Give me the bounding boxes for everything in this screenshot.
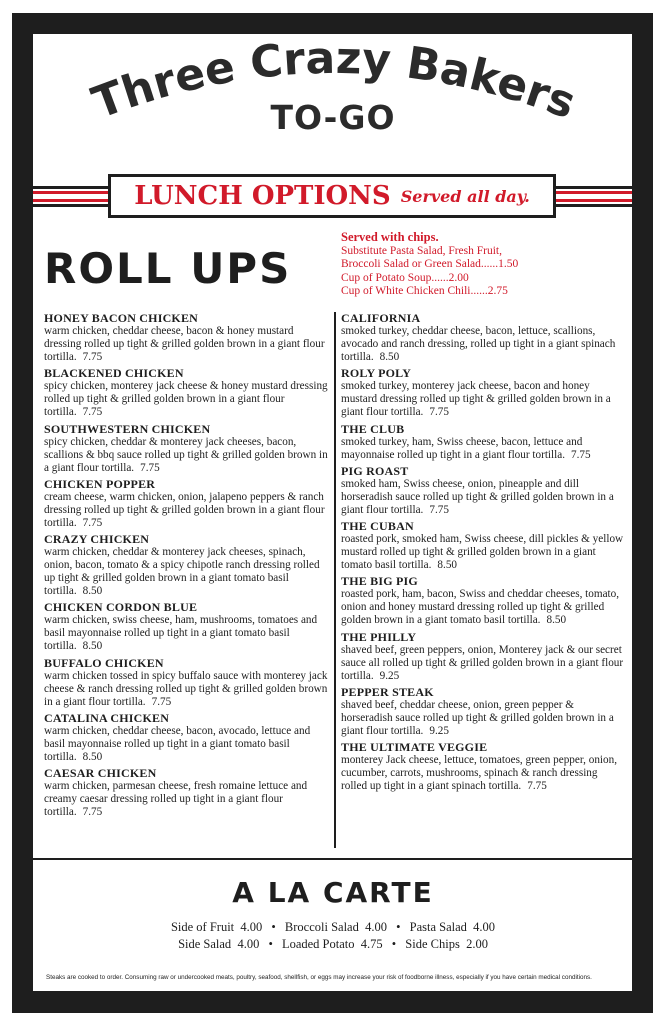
- side-item-name: Broccoli Salad: [284, 920, 359, 934]
- menu-item-price: 8.50: [437, 559, 457, 572]
- side-item-price: 4.75: [360, 937, 383, 951]
- menu-item-price: 8.50: [82, 751, 103, 764]
- menu-item-price: 9.25: [429, 725, 449, 738]
- menu-item-price: 7.75: [140, 461, 160, 474]
- menu-item: [44, 478, 329, 530]
- menu-item-description: smoked turkey, cheddar cheese, bacon, lettuce, scallions, avocado and ranch dressing, rolled up tight in a giant spinach tortilla.: [341, 325, 616, 363]
- menu-item-description: warm chicken, swiss cheese, ham, mushrooms, tomatoes and basil mayonnaise rolled up tight in a giant tomato basil tortilla.: [44, 614, 318, 653]
- menu-item-price: 8.50: [379, 351, 400, 363]
- menu-item-description: roasted pork, ham, bacon, Swiss and cheddar cheeses, tomato, onion and honey mustard dressing rolled up tight & grilled golden brown in a giant tomato basil tortilla.: [341, 588, 620, 627]
- menu-item-price: 7.75: [82, 516, 103, 529]
- section-divider: [33, 858, 632, 860]
- food-safety-disclaimer: Steaks are cooked to order. Consuming raw or undercooked meats, poultry, seafood, shellfish, or eggs may increase your risk of foodborne illness, especially if you have certain medical conditions.: [46, 974, 592, 981]
- lunch-banner: [108, 174, 556, 218]
- menu-item-price: 7.75: [82, 351, 103, 363]
- menu-item-price: 7.75: [527, 780, 547, 793]
- menu-item-price: 7.75: [82, 806, 103, 819]
- menu-item-description: warm chicken, cheddar & monterey jack cheeses, spinach, onion, bacon, tomato & a spicy chipotle ranch dressing rolled up tight & grilled golden brown in a giant tomato basil tortilla.: [44, 546, 320, 598]
- chips-note-line: Substitute Pasta Salad, Fresh Fruit,: [341, 244, 502, 257]
- menu-column-right: [341, 312, 626, 797]
- menu-item: [341, 367, 626, 419]
- menu-item: [341, 423, 626, 462]
- menu-item-description: smoked turkey, monterey jack cheese, bacon and honey mustard dressing rolled up tight & grilled golden brown in a giant flour tortilla.: [341, 380, 611, 419]
- menu-item-description: shaved beef, green peppers, onion, Monterey jack & our secret sauce all rolled up tight & grilled golden brown in a giant flour tortilla.: [341, 643, 624, 682]
- menu-item: [44, 533, 329, 598]
- menu-item-price: 9.25: [379, 669, 400, 682]
- chips-note-line: Broccoli Salad or Green Salad......1.50: [341, 258, 519, 270]
- menu-item: [44, 367, 329, 419]
- menu-item-description: warm chicken, parmesan cheese, fresh romaine lettuce and creamy caesar dressing rolled up tight in a giant flour tortilla.: [44, 780, 308, 819]
- menu-item-name: THE ULTIMATE VEGGIE: [341, 740, 488, 755]
- chips-note: [341, 231, 631, 299]
- chips-note-line: Cup of White Chicken Chili......2.75: [341, 285, 508, 297]
- menu-item: [44, 767, 329, 819]
- separator-dot: •: [391, 937, 397, 951]
- menu-item-description: smoked turkey, ham, Swiss cheese, bacon, lettuce and mayonnaise rolled up tight in a giant flour tortilla.: [341, 435, 583, 461]
- menu-item-description: cream cheese, warm chicken, onion, jalapeno peppers & ranch dressing rolled up tight & grilled golden brown in a giant flour tortilla.: [44, 490, 325, 529]
- section-title: ROLL UPS: [44, 244, 292, 293]
- side-item-price: 4.00: [365, 920, 387, 934]
- menu-item-price: 7.75: [82, 406, 103, 419]
- menu-item-name: CHICKEN CORDON BLUE: [44, 600, 198, 615]
- menu-item-name: ROLY POLY: [341, 366, 412, 381]
- separator-dot: •: [268, 937, 273, 951]
- side-item-name: Loaded Potato: [281, 937, 355, 951]
- chips-note-line: Cup of Potato Soup......2.00: [341, 271, 469, 284]
- a-la-carte-row: [0, 920, 666, 935]
- menu-item-price: 7.75: [151, 695, 172, 708]
- menu-item-description: smoked ham, Swiss cheese, onion, pineapple and dill horseradish sauce rolled up tight & grilled golden brown in a giant flour tortilla.: [341, 477, 614, 516]
- menu-item: [44, 312, 329, 364]
- menu-item: [341, 465, 626, 517]
- menu-item: [44, 601, 329, 653]
- separator-dot: •: [271, 920, 276, 934]
- side-item-name: Side Salad: [178, 937, 232, 951]
- menu-item-name: THE BIG PIG: [341, 574, 418, 589]
- side-item-name: Side Chips: [405, 937, 460, 951]
- side-item-name: Pasta Salad: [409, 920, 467, 934]
- side-item-price: 4.00: [240, 920, 263, 934]
- menu-item-name: BUFFALO CHICKEN: [44, 655, 164, 670]
- side-item-price: 2.00: [466, 937, 488, 951]
- menu-item: [341, 741, 626, 793]
- menu-item: [44, 657, 329, 709]
- menu-item-name: CRAZY CHICKEN: [44, 532, 150, 547]
- menu-item-name: THE CLUB: [341, 421, 405, 436]
- menu-item-name: THE CUBAN: [341, 519, 414, 534]
- column-divider: [334, 312, 336, 848]
- a-la-carte-row: [0, 937, 666, 952]
- menu-item-description: shaved beef, cheddar cheese, onion, green pepper & horseradish sauce rolled up tight & grilled golden brown in a giant flour tortilla.: [341, 699, 614, 738]
- menu-item-description: roasted pork, smoked ham, Swiss cheese, dill pickles & yellow mustard rolled up tight & grilled golden brown in a giant tomato basil tortilla.: [341, 533, 624, 572]
- menu-subtitle: TO-GO: [270, 98, 396, 137]
- lunch-banner-subtitle: Served all day.: [400, 186, 530, 206]
- a-la-carte-title: A LA CARTE: [232, 876, 434, 909]
- menu-item: [44, 712, 329, 764]
- menu-item-price: 8.50: [82, 585, 103, 598]
- menu-title-text: Three Crazy Bakers: [85, 32, 583, 130]
- side-item-price: 4.00: [473, 920, 496, 934]
- separator-dot: •: [396, 920, 401, 934]
- menu-item: [341, 312, 626, 364]
- menu-item-description: monterey Jack cheese, lettuce, tomatoes, green pepper, onion, cucumber, carrots, mushrooms, spinach & ranch dressing rolled up tight in a giant spinach tortilla.: [341, 754, 618, 793]
- side-item-name: Side of Fruit: [170, 920, 235, 934]
- menu-item-description: spicy chicken, cheddar & monterey jack cheeses, bacon, scallions & bbq sauce rolled up tight & grilled golden brown in a giant flour tortilla.: [44, 435, 328, 474]
- menu-item-name: THE PHILLY: [341, 629, 417, 644]
- menu-item-description: warm chicken tossed in spicy buffalo sauce with monterey jack cheese & ranch dressing rolled up tight & grilled golden brown in a giant flour tortilla.: [44, 669, 328, 708]
- menu-item-description: spicy chicken, monterey jack cheese & honey mustard dressing rolled up tight & grilled golden brown in a giant flour tortilla.: [44, 380, 328, 419]
- menu-item-name: CATALINA CHICKEN: [44, 711, 170, 726]
- menu-item-name: PIG ROAST: [341, 463, 409, 478]
- lunch-banner-title: LUNCH OPTIONS: [134, 181, 391, 211]
- menu-item-price: 8.50: [82, 640, 103, 653]
- side-item-price: 4.00: [237, 937, 260, 951]
- chips-note-heading: Served with chips.: [341, 230, 439, 244]
- menu-column-left: [44, 312, 329, 823]
- menu-item: [341, 575, 626, 627]
- menu-item: [44, 423, 329, 475]
- menu-item-name: PEPPER STEAK: [341, 685, 434, 700]
- menu-item-name: BLACKENED CHICKEN: [44, 366, 184, 381]
- menu-item-name: SOUTHWESTERN CHICKEN: [44, 421, 211, 436]
- menu-item-description: warm chicken, cheddar cheese, bacon, avocado, lettuce and basil mayonnaise rolled up tight in a giant tomato basil tortilla.: [44, 725, 311, 764]
- menu-item-price: 7.75: [429, 503, 449, 516]
- menu-item-name: CHICKEN POPPER: [44, 476, 156, 491]
- menu-item-price: 8.50: [546, 614, 567, 627]
- menu-item: [341, 631, 626, 683]
- menu-item-price: 7.75: [429, 406, 449, 419]
- menu-item: [341, 686, 626, 738]
- menu-item-description: warm chicken, cheddar cheese, bacon & honey mustard dressing rolled up tight & grilled golden brown in a giant flour tortilla.: [44, 325, 325, 363]
- menu-item-name: CAESAR CHICKEN: [44, 766, 157, 781]
- menu-item-name: CALIFORNIA: [341, 311, 421, 325]
- menu-item-price: 7.75: [571, 448, 591, 461]
- menu-item-name: HONEY BACON CHICKEN: [44, 311, 199, 325]
- menu-item: [341, 520, 626, 572]
